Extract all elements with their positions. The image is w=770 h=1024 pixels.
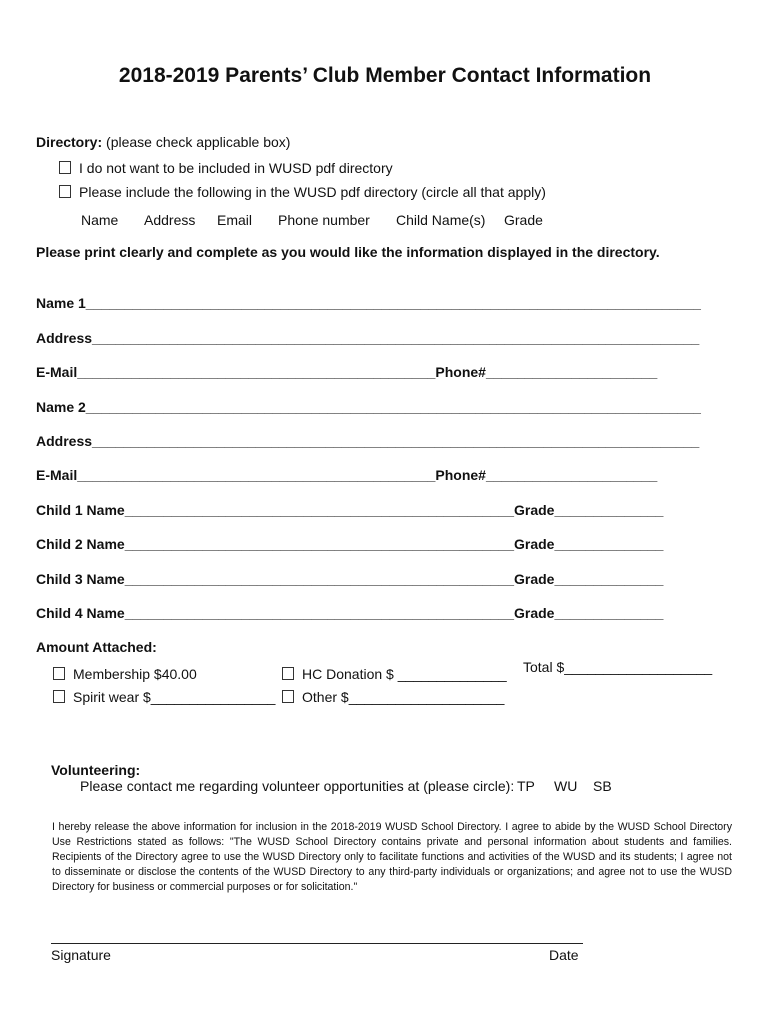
option-include-label: Please include the following in the WUSD pdf directory (circle all that apply) bbox=[79, 184, 546, 200]
child1-field[interactable]: Child 1 Name__________________________________________________Grade______________ bbox=[36, 502, 664, 518]
parent1-email-phone-field[interactable]: E-Mail______________________________________________Phone#______________________ bbox=[36, 364, 658, 380]
checkbox-exclude[interactable] bbox=[59, 161, 71, 174]
other-option[interactable] bbox=[282, 689, 504, 705]
hc-donation-label: HC Donation $ ______________ bbox=[302, 666, 507, 682]
parent1-address-field[interactable]: Address______________________________________________________________________________ bbox=[36, 330, 700, 346]
volunteer-option-sb[interactable]: SB bbox=[593, 778, 612, 794]
directory-heading bbox=[36, 134, 290, 150]
directory-field-child-names[interactable]: Child Name(s) bbox=[396, 212, 486, 228]
volunteer-option-tp[interactable]: TP bbox=[517, 778, 535, 794]
checkbox-include[interactable] bbox=[59, 185, 71, 198]
date-label: Date bbox=[549, 947, 579, 963]
print-note: Please print clearly and complete as you would like the information displayed in the directory. bbox=[36, 244, 660, 260]
child3-field[interactable]: Child 3 Name__________________________________________________Grade______________ bbox=[36, 571, 664, 587]
membership-label: Membership $40.00 bbox=[73, 666, 197, 682]
directory-field-name[interactable]: Name bbox=[81, 212, 119, 228]
amount-label: Amount Attached: bbox=[36, 639, 157, 655]
checkbox-hc-donation[interactable] bbox=[282, 667, 294, 680]
directory-field-grade[interactable]: Grade bbox=[504, 212, 543, 228]
directory-option-exclude[interactable] bbox=[59, 160, 393, 176]
directory-option-include[interactable] bbox=[59, 184, 546, 200]
checkbox-other[interactable] bbox=[282, 690, 294, 703]
volunteering-text: Please contact me regarding volunteer opportunities at (please circle): bbox=[80, 778, 515, 794]
child2-field[interactable]: Child 2 Name__________________________________________________Grade______________ bbox=[36, 536, 664, 552]
directory-instruction: (please check applicable box) bbox=[106, 134, 291, 150]
release-statement: I hereby release the above information for inclusion in the 2018-2019 WUSD School Directory. I agree to abide by the WUSD School Directory Use Restrictions stated as follows: "The WUSD School Directory contains private and personal information about students and families. Recipients of the Directory agree to use the WUSD Directory only to facilitate functions and activities of the WUSD and its students; I agree not to disseminate or disclose the contents of the WUSD Directory to any third-party individuals or organizations; and agree not to use the WUSD Directory for business or commercial purposes or for solicitation." bbox=[52, 821, 732, 893]
parent2-email-phone-field[interactable]: E-Mail______________________________________________Phone#______________________ bbox=[36, 467, 658, 483]
directory-field-phone[interactable]: Phone number bbox=[278, 212, 370, 228]
signature-line[interactable] bbox=[51, 943, 583, 944]
child4-field[interactable]: Child 4 Name__________________________________________________Grade______________ bbox=[36, 605, 664, 621]
option-exclude-label: I do not want to be included in WUSD pdf directory bbox=[79, 160, 393, 176]
checkbox-spirit-wear[interactable] bbox=[53, 690, 65, 703]
spirit-wear-option[interactable] bbox=[53, 689, 275, 705]
parent2-address-field[interactable]: Address______________________________________________________________________________ bbox=[36, 433, 700, 449]
volunteer-option-wu[interactable]: WU bbox=[554, 778, 578, 794]
page-title: 2018-2019 Parents’ Club Member Contact Information bbox=[118, 64, 652, 87]
spirit-wear-label: Spirit wear $________________ bbox=[73, 689, 276, 705]
checkbox-membership[interactable] bbox=[53, 667, 65, 680]
parent1-name-field[interactable]: Name 1_______________________________________________________________________________ bbox=[36, 295, 701, 311]
directory-field-email[interactable]: Email bbox=[217, 212, 253, 228]
other-label: Other $____________________ bbox=[302, 689, 505, 705]
volunteering-label: Volunteering: bbox=[51, 762, 141, 778]
directory-field-address[interactable]: Address bbox=[144, 212, 196, 228]
membership-option[interactable] bbox=[53, 666, 197, 682]
signature-label: Signature bbox=[51, 947, 111, 963]
total-field[interactable]: Total $___________________ bbox=[523, 659, 713, 675]
directory-label: Directory: bbox=[36, 134, 103, 150]
hc-donation-option[interactable] bbox=[282, 666, 507, 682]
parent2-name-field[interactable]: Name 2_______________________________________________________________________________ bbox=[36, 399, 701, 415]
